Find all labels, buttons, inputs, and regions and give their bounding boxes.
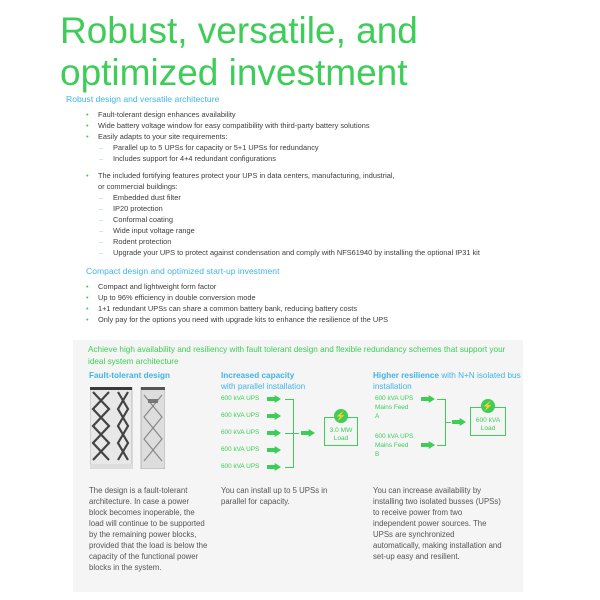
list-subitem: – Conformal coating [86,214,480,225]
list-subitem: – Includes support for 4+4 redundant configurations [86,153,480,164]
list-item: • Only pay for the options you need with upgrade kits to enhance the resilience of the UPS [86,314,388,325]
ups-label: 600 kVA UPS [375,433,414,440]
list-subitem: – IP20 protection [86,203,480,214]
ups-cabinet-image [90,387,165,474]
parallel-diagram [221,395,391,475]
list-item: • Easily adapts to your site requirements: [86,131,480,142]
arrow-icon [452,418,466,426]
feed-id: B [375,451,380,458]
connector [437,399,445,400]
connector [445,422,451,423]
connector [293,433,299,434]
lightning-icon: ⚡ [335,411,347,421]
list-item [86,170,480,192]
arrow-icon [267,446,281,454]
arrow-icon [267,395,281,403]
robust-list [86,109,480,258]
isolated-bus-diagram [373,395,523,465]
section-heading-robust: Robust design and versatile architecture [66,94,220,104]
connector [285,467,293,468]
ups-label: 600 kVA UPS [221,412,260,419]
lightning-icon: ⚡ [482,401,494,411]
col1-description: The design is a fault-tolerant architecture. In case a power block becomes inoperable, the load will continue to be supported by the remaining power blocks, provided that the load is below the capacity of the functional power blocks in the system. [89,486,208,572]
heading-line: with parallel installation [221,382,306,391]
list-subitem: – Upgrade your UPS to protect against condensation and comply with NFS61940 by installing the optional IP31 kit [86,247,480,258]
arrow-icon [267,412,281,420]
col-heading-fault-tolerant: Fault-tolerant design [89,371,170,380]
ups-label: 600 kVA UPS [221,446,260,453]
connector [437,445,445,446]
load-label: Load [333,435,349,442]
list-subitem: – Wide input voltage range [86,225,480,236]
list-item-text: The included fortifying features protect your UPS in data centers, manufacturing, industrial, [98,171,395,180]
arrow-icon [421,395,435,403]
list-item: • Compact and lightweight form factor [86,281,388,292]
arrow-icon [267,429,281,437]
col-heading-resilience [373,370,523,392]
list-item: • 1+1 redundant UPSs can share a common battery bank, reducing battery costs [86,303,388,314]
arrow-icon [421,441,435,449]
section-heading-compact: Compact design and optimized start-up investment [86,266,280,276]
load-value: 3.0 MW [329,427,353,434]
list-item-text: or commercial buildings: [98,182,178,191]
load-label: Load [480,425,496,432]
col3-description: You can increase availability by installing two isolated busses (UPSs) to receive power from two independent power sources. The UPSs are synchronized automatically, making installation and set-up easy and resilient. [373,486,502,561]
feed-label: Mains Feed [375,404,409,411]
ups-label: 600 kVA UPS [221,463,260,470]
arrow-icon [267,463,281,471]
feed-id: A [375,413,380,420]
list-item: • Wide battery voltage window for easy compatibility with third-party battery solutions [86,120,480,131]
arrow-icon [301,429,315,437]
list-subitem: – Rodent protection [86,236,480,247]
compact-list [86,281,388,325]
col2-description: You can install up to 5 UPSs in parallel for capacity. [221,486,328,506]
ups-label: 600 kVA UPS [375,395,414,402]
list-subitem: – Parallel up to 5 UPSs for capacity or 5+1 UPSs for redundancy [86,142,480,153]
list-subitem: – Embedded dust filter [86,192,480,203]
col-heading-capacity [221,370,305,392]
list-item: • Up to 96% efficiency in double conversion mode [86,292,388,303]
connector [285,399,293,400]
panel-banner: Achieve high availability and resiliency with fault tolerant design and flexible redundancy schemes that support your ideal system architecture [88,345,506,366]
load-value: 600 kVA [475,417,501,424]
feed-label: Mains Feed [375,442,409,449]
heading-line: Increased capacity [221,371,295,380]
connector [285,433,293,434]
list-item: • Fault-tolerant design enhances availability [86,109,480,120]
heading-bold: Higher resilience [373,371,439,380]
heading-rest: with N+N isolated bus installation [373,371,521,391]
ups-label: 600 kVA UPS [221,429,260,436]
page-title: Robust, versatile, and optimized investment [60,10,418,93]
ups-label: 600 kVA UPS [221,395,260,402]
